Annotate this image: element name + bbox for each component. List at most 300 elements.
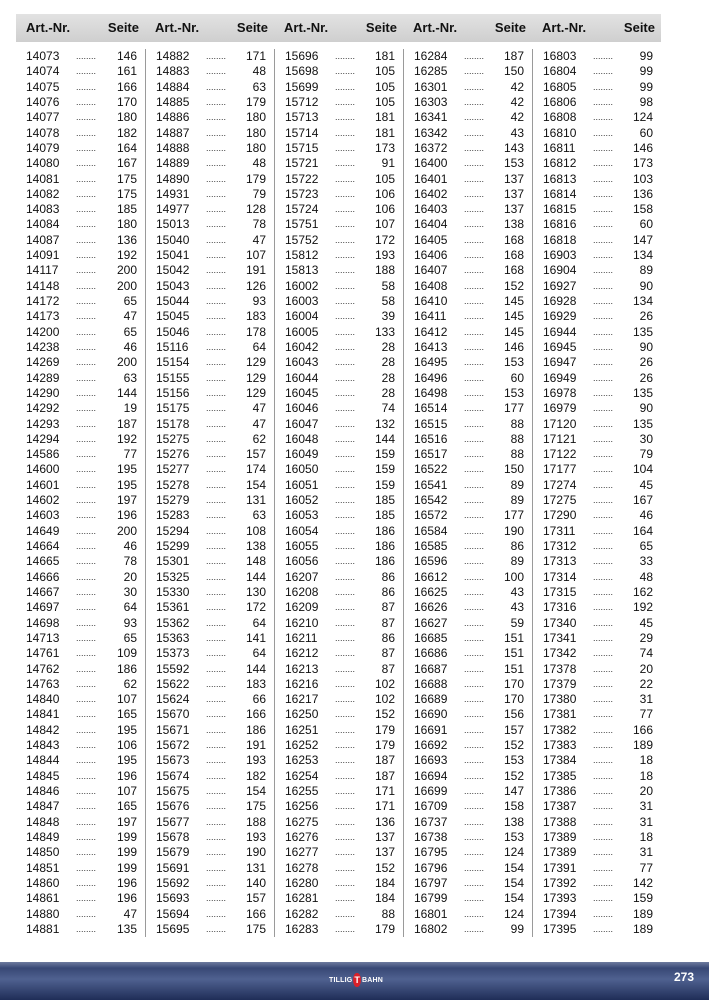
page-reference: 175 [245, 799, 266, 814]
leader-dots: ........ [593, 387, 614, 398]
leader-dots: ........ [464, 740, 485, 751]
article-number: 16207 [285, 569, 319, 584]
leader-dots: ........ [335, 234, 356, 245]
leader-dots: ........ [206, 296, 227, 306]
article-number: 16978 [543, 385, 577, 400]
page-reference: 153 [503, 829, 524, 844]
page-reference: 89 [510, 493, 524, 508]
leader-dots: ........ [206, 541, 227, 551]
table-row [16, 126, 145, 141]
page-reference: 132 [374, 416, 395, 431]
leader-dots: ........ [76, 632, 97, 643]
table-row [533, 907, 661, 922]
table-row [404, 95, 532, 110]
page-reference: 31 [639, 845, 653, 860]
page-reference: 189 [632, 921, 653, 936]
leader-dots: ........ [464, 311, 485, 322]
table-row [404, 600, 532, 615]
article-number: 14762 [26, 661, 60, 676]
leader-dots: ........ [464, 219, 485, 230]
page-reference: 47 [252, 401, 266, 416]
page-reference: 171 [374, 799, 395, 814]
leader-dots: ........ [335, 372, 356, 383]
page-reference: 18 [639, 829, 653, 844]
leader-dots: ........ [593, 541, 614, 551]
page-reference: 128 [245, 202, 266, 217]
article-number: 15673 [156, 753, 190, 768]
table-row [404, 447, 532, 462]
table-row [533, 141, 661, 156]
table-row [404, 646, 532, 661]
page-reference: 106 [116, 738, 137, 753]
article-number: 14851 [26, 860, 60, 875]
page-reference: 28 [381, 355, 395, 370]
article-number: 14763 [26, 676, 60, 691]
page-reference: 199 [116, 860, 137, 875]
page-reference: 157 [503, 722, 524, 737]
page-reference: 42 [510, 79, 524, 94]
leader-dots: ........ [335, 847, 356, 858]
table-row [16, 80, 145, 95]
page-reference: 157 [245, 447, 266, 462]
article-number: 16253 [285, 753, 319, 768]
article-number: 16928 [543, 294, 577, 308]
article-number: 16806 [543, 94, 577, 109]
leader-dots: ........ [464, 923, 485, 934]
page-reference: 187 [116, 416, 137, 431]
leader-dots: ........ [464, 96, 485, 107]
page-reference: 166 [632, 722, 653, 737]
leader-dots: ........ [206, 908, 227, 919]
leader-dots: ........ [76, 433, 97, 444]
article-number: 14077 [26, 110, 60, 125]
table-row [146, 294, 274, 309]
page-reference: 86 [381, 569, 395, 584]
leader-dots: ........ [335, 112, 356, 123]
table-row [533, 723, 661, 738]
table-row [404, 386, 532, 401]
table-row [16, 570, 145, 585]
leader-dots: ........ [76, 66, 97, 77]
leader-dots: ........ [464, 862, 485, 873]
leader-dots: ........ [593, 265, 614, 276]
article-number: 17342 [543, 646, 577, 661]
table-row [146, 646, 274, 661]
page-reference: 199 [116, 845, 137, 860]
table-row [275, 922, 403, 937]
leader-dots: ........ [206, 617, 227, 628]
leader-dots: ........ [464, 877, 485, 888]
page-reference: 166 [116, 79, 137, 94]
leader-dots: ........ [593, 219, 614, 230]
page-reference: 180 [245, 110, 266, 125]
table-row [146, 355, 274, 370]
page-reference: 89 [639, 263, 653, 278]
article-number: 14666 [26, 569, 60, 584]
page-reference: 153 [503, 355, 524, 370]
page-reference: 168 [503, 248, 524, 263]
leader-dots: ........ [335, 525, 356, 536]
leader-dots: ........ [593, 280, 614, 291]
article-number: 17380 [543, 692, 577, 707]
header-column [532, 14, 661, 42]
table-row [404, 677, 532, 692]
article-number: 16403 [414, 202, 448, 217]
article-number: 14091 [26, 248, 60, 263]
page-reference: 18 [639, 753, 653, 768]
leader-dots: ........ [206, 893, 227, 904]
article-number: 15812 [285, 248, 319, 263]
table-row [275, 447, 403, 462]
table-row [146, 799, 274, 814]
table-row [404, 217, 532, 232]
leader-dots: ........ [593, 418, 614, 429]
leader-dots: ........ [206, 556, 227, 567]
article-number: 16522 [414, 462, 448, 477]
leader-dots: ........ [76, 112, 97, 123]
article-number: 14083 [26, 202, 60, 217]
leader-dots: ........ [206, 740, 227, 751]
article-number: 14081 [26, 171, 60, 186]
table-row [16, 616, 145, 631]
table-row [533, 233, 661, 248]
page-reference: 142 [632, 875, 653, 890]
table-row [533, 830, 661, 845]
page-reference: 47 [123, 309, 137, 324]
article-number: 15116 [156, 339, 189, 354]
page-reference: 59 [510, 615, 524, 630]
leader-dots: ........ [464, 188, 485, 199]
page-reference: 102 [374, 676, 395, 691]
table-row [16, 738, 145, 753]
article-number: 14293 [26, 416, 60, 431]
page-reference: 143 [503, 140, 524, 155]
table-row [533, 371, 661, 386]
table-row [146, 570, 274, 585]
article-number: 16210 [285, 615, 319, 630]
article-number: 14173 [26, 309, 60, 324]
article-number: 14860 [26, 875, 60, 890]
table-row [533, 799, 661, 814]
article-number: 16212 [285, 646, 319, 661]
page-reference: 60 [639, 217, 653, 232]
leader-dots: ........ [206, 250, 227, 261]
leader-dots: ........ [206, 847, 227, 858]
header-art-nr: Art.-Nr. [542, 20, 587, 35]
article-number: 17394 [543, 906, 577, 921]
leader-dots: ........ [206, 96, 227, 107]
page-reference: 196 [116, 875, 137, 890]
table-row [146, 631, 274, 646]
leader-dots: ........ [335, 280, 356, 291]
page-reference: 159 [632, 891, 653, 906]
table-row [16, 263, 145, 278]
article-number: 17381 [543, 707, 577, 722]
leader-dots: ........ [593, 617, 614, 628]
page-reference: 102 [374, 692, 395, 707]
table-row [146, 279, 274, 294]
leader-dots: ........ [593, 51, 614, 61]
index-table [16, 49, 661, 937]
page-reference: 135 [632, 324, 653, 339]
leader-dots: ........ [335, 204, 356, 215]
leader-dots: ........ [593, 525, 614, 536]
article-number: 15676 [156, 799, 190, 814]
leader-dots: ........ [76, 173, 97, 184]
leader-dots: ........ [464, 250, 485, 261]
leader-dots: ........ [76, 740, 97, 751]
article-number: 14172 [26, 294, 60, 308]
page-number: 273 [673, 970, 694, 984]
table-row [404, 417, 532, 432]
page-reference: 46 [123, 339, 137, 354]
page-reference: 124 [632, 110, 653, 125]
page-reference: 46 [123, 539, 137, 553]
page-reference: 185 [116, 202, 137, 217]
article-number: 14289 [26, 370, 60, 385]
table-row [146, 64, 274, 79]
article-number: 15325 [156, 569, 190, 584]
page-reference: 192 [116, 431, 137, 446]
leader-dots: ........ [593, 602, 614, 613]
leader-dots: ........ [593, 296, 614, 306]
article-number: 14843 [26, 738, 60, 753]
table-row [404, 830, 532, 845]
table-row [275, 217, 403, 232]
article-number: 16627 [414, 615, 448, 630]
article-number: 16514 [414, 401, 448, 416]
page-reference: 144 [245, 661, 266, 676]
table-row [275, 233, 403, 248]
leader-dots: ........ [593, 786, 614, 796]
table-row [275, 80, 403, 95]
table-row [533, 64, 661, 79]
leader-dots: ........ [76, 678, 97, 689]
article-number: 16005 [285, 324, 319, 339]
page-reference: 150 [503, 462, 524, 477]
article-number: 16816 [543, 217, 577, 232]
page-reference: 28 [381, 385, 395, 400]
leader-dots: ........ [206, 786, 227, 796]
page-reference: 153 [503, 385, 524, 400]
leader-dots: ........ [464, 893, 485, 904]
page-reference: 138 [503, 217, 524, 232]
leader-dots: ........ [464, 847, 485, 858]
leader-dots: ........ [206, 81, 227, 92]
article-number: 16737 [414, 814, 448, 829]
article-number: 15592 [156, 661, 190, 676]
page-reference: 87 [381, 600, 395, 615]
page-reference: 172 [374, 232, 395, 247]
article-number: 14890 [156, 171, 190, 186]
leader-dots: ........ [593, 709, 614, 720]
article-number: 14074 [26, 64, 60, 79]
page-reference: 145 [503, 324, 524, 339]
leader-dots: ........ [335, 816, 356, 827]
article-number: 16278 [285, 860, 319, 875]
leader-dots: ........ [464, 387, 485, 398]
table-row [275, 126, 403, 141]
article-number: 17311 [543, 523, 576, 538]
page-reference: 145 [503, 309, 524, 324]
page-reference: 87 [381, 615, 395, 630]
leader-dots: ........ [206, 755, 227, 766]
article-number: 15276 [156, 447, 190, 462]
page-reference: 26 [639, 370, 653, 385]
leader-dots: ........ [464, 296, 485, 306]
page-reference: 88 [381, 906, 395, 921]
article-number: 16404 [414, 217, 448, 232]
table-row [275, 723, 403, 738]
table-row [146, 340, 274, 355]
article-number: 14848 [26, 814, 60, 829]
leader-dots: ........ [593, 173, 614, 184]
table-row [275, 187, 403, 202]
table-row [16, 110, 145, 125]
article-number: 17177 [543, 462, 577, 477]
header-seite: Seite [236, 20, 268, 35]
page-reference: 136 [632, 186, 653, 201]
article-number: 14082 [26, 186, 60, 201]
table-row [404, 922, 532, 937]
article-number: 17389 [543, 829, 577, 844]
table-row [16, 417, 145, 432]
table-row [16, 585, 145, 600]
table-row [146, 707, 274, 722]
page-reference: 146 [116, 49, 137, 63]
article-number: 16276 [285, 829, 319, 844]
article-number: 16693 [414, 753, 448, 768]
page-reference: 175 [116, 186, 137, 201]
page-reference: 33 [639, 554, 653, 569]
leader-dots: ........ [464, 617, 485, 628]
table-row [275, 432, 403, 447]
article-number: 16903 [543, 248, 577, 263]
leader-dots: ........ [464, 326, 485, 337]
article-number: 17379 [543, 676, 577, 691]
leader-dots: ........ [76, 525, 97, 536]
article-number: 17314 [543, 569, 577, 584]
article-number: 14841 [26, 707, 60, 722]
page-reference: 164 [632, 523, 653, 538]
page-reference: 136 [116, 232, 137, 247]
article-number: 15155 [156, 370, 190, 385]
page-reference: 79 [639, 447, 653, 462]
page-reference: 78 [252, 217, 266, 232]
leader-dots: ........ [335, 510, 356, 521]
article-number: 14238 [26, 339, 60, 354]
leader-dots: ........ [76, 847, 97, 858]
page-reference: 30 [123, 584, 137, 599]
table-row [275, 417, 403, 432]
leader-dots: ........ [335, 418, 356, 429]
page-reference: 28 [381, 339, 395, 354]
leader-dots: ........ [206, 510, 227, 521]
table-row [16, 187, 145, 202]
article-number: 16042 [285, 339, 319, 354]
leader-dots: ........ [76, 571, 97, 582]
article-number: 14861 [26, 891, 60, 906]
page-reference: 74 [639, 646, 653, 661]
page-reference: 191 [245, 263, 266, 278]
leader-dots: ........ [206, 663, 227, 674]
leader-dots: ........ [206, 372, 227, 383]
article-number: 17313 [543, 554, 577, 569]
table-row [16, 95, 145, 110]
page-reference: 30 [639, 431, 653, 446]
article-number: 16803 [543, 49, 577, 63]
page-reference: 195 [116, 462, 137, 477]
table-row [404, 508, 532, 523]
index-column [16, 49, 145, 937]
table-row [404, 187, 532, 202]
article-number: 16811 [543, 140, 576, 155]
article-number: 17385 [543, 768, 577, 783]
table-row [16, 753, 145, 768]
leader-dots: ........ [206, 495, 227, 506]
leader-dots: ........ [206, 449, 227, 460]
article-number: 16814 [543, 186, 577, 201]
table-row [275, 600, 403, 615]
page-reference: 175 [245, 921, 266, 936]
page-reference: 65 [123, 630, 137, 645]
table-row [146, 677, 274, 692]
page-reference: 137 [374, 829, 395, 844]
table-row [16, 156, 145, 171]
article-number: 16802 [414, 921, 448, 936]
article-number: 15813 [285, 263, 319, 278]
table-row [146, 80, 274, 95]
article-number: 15678 [156, 829, 190, 844]
leader-dots: ........ [76, 204, 97, 215]
table-row [533, 707, 661, 722]
page-reference: 93 [123, 615, 137, 630]
table-row [146, 524, 274, 539]
logo-text-left: TILLIG [329, 976, 353, 984]
table-row [275, 845, 403, 860]
leader-dots: ........ [593, 326, 614, 337]
table-row [404, 524, 532, 539]
article-number: 16341 [414, 110, 448, 125]
page-reference: 148 [245, 554, 266, 569]
leader-dots: ........ [593, 862, 614, 873]
table-row [275, 401, 403, 416]
article-number: 15724 [285, 202, 319, 217]
article-number: 15751 [285, 217, 319, 232]
leader-dots: ........ [335, 250, 356, 261]
article-number: 14200 [26, 324, 60, 339]
page-reference: 179 [374, 722, 395, 737]
leader-dots: ........ [335, 357, 356, 368]
table-row [146, 401, 274, 416]
page-reference: 152 [503, 738, 524, 753]
leader-dots: ........ [593, 433, 614, 444]
article-number: 15373 [156, 646, 190, 661]
page-reference: 185 [374, 508, 395, 523]
page-reference: 187 [374, 753, 395, 768]
page-reference: 146 [632, 140, 653, 155]
leader-dots: ........ [76, 862, 97, 873]
article-number: 14084 [26, 217, 60, 232]
page-reference: 141 [245, 630, 266, 645]
article-number: 15691 [156, 860, 190, 875]
article-number: 16372 [414, 140, 448, 155]
article-number: 16626 [414, 600, 448, 615]
article-number: 15722 [285, 171, 319, 186]
page-reference: 99 [639, 64, 653, 79]
article-number: 16004 [285, 309, 319, 324]
leader-dots: ........ [593, 847, 614, 858]
